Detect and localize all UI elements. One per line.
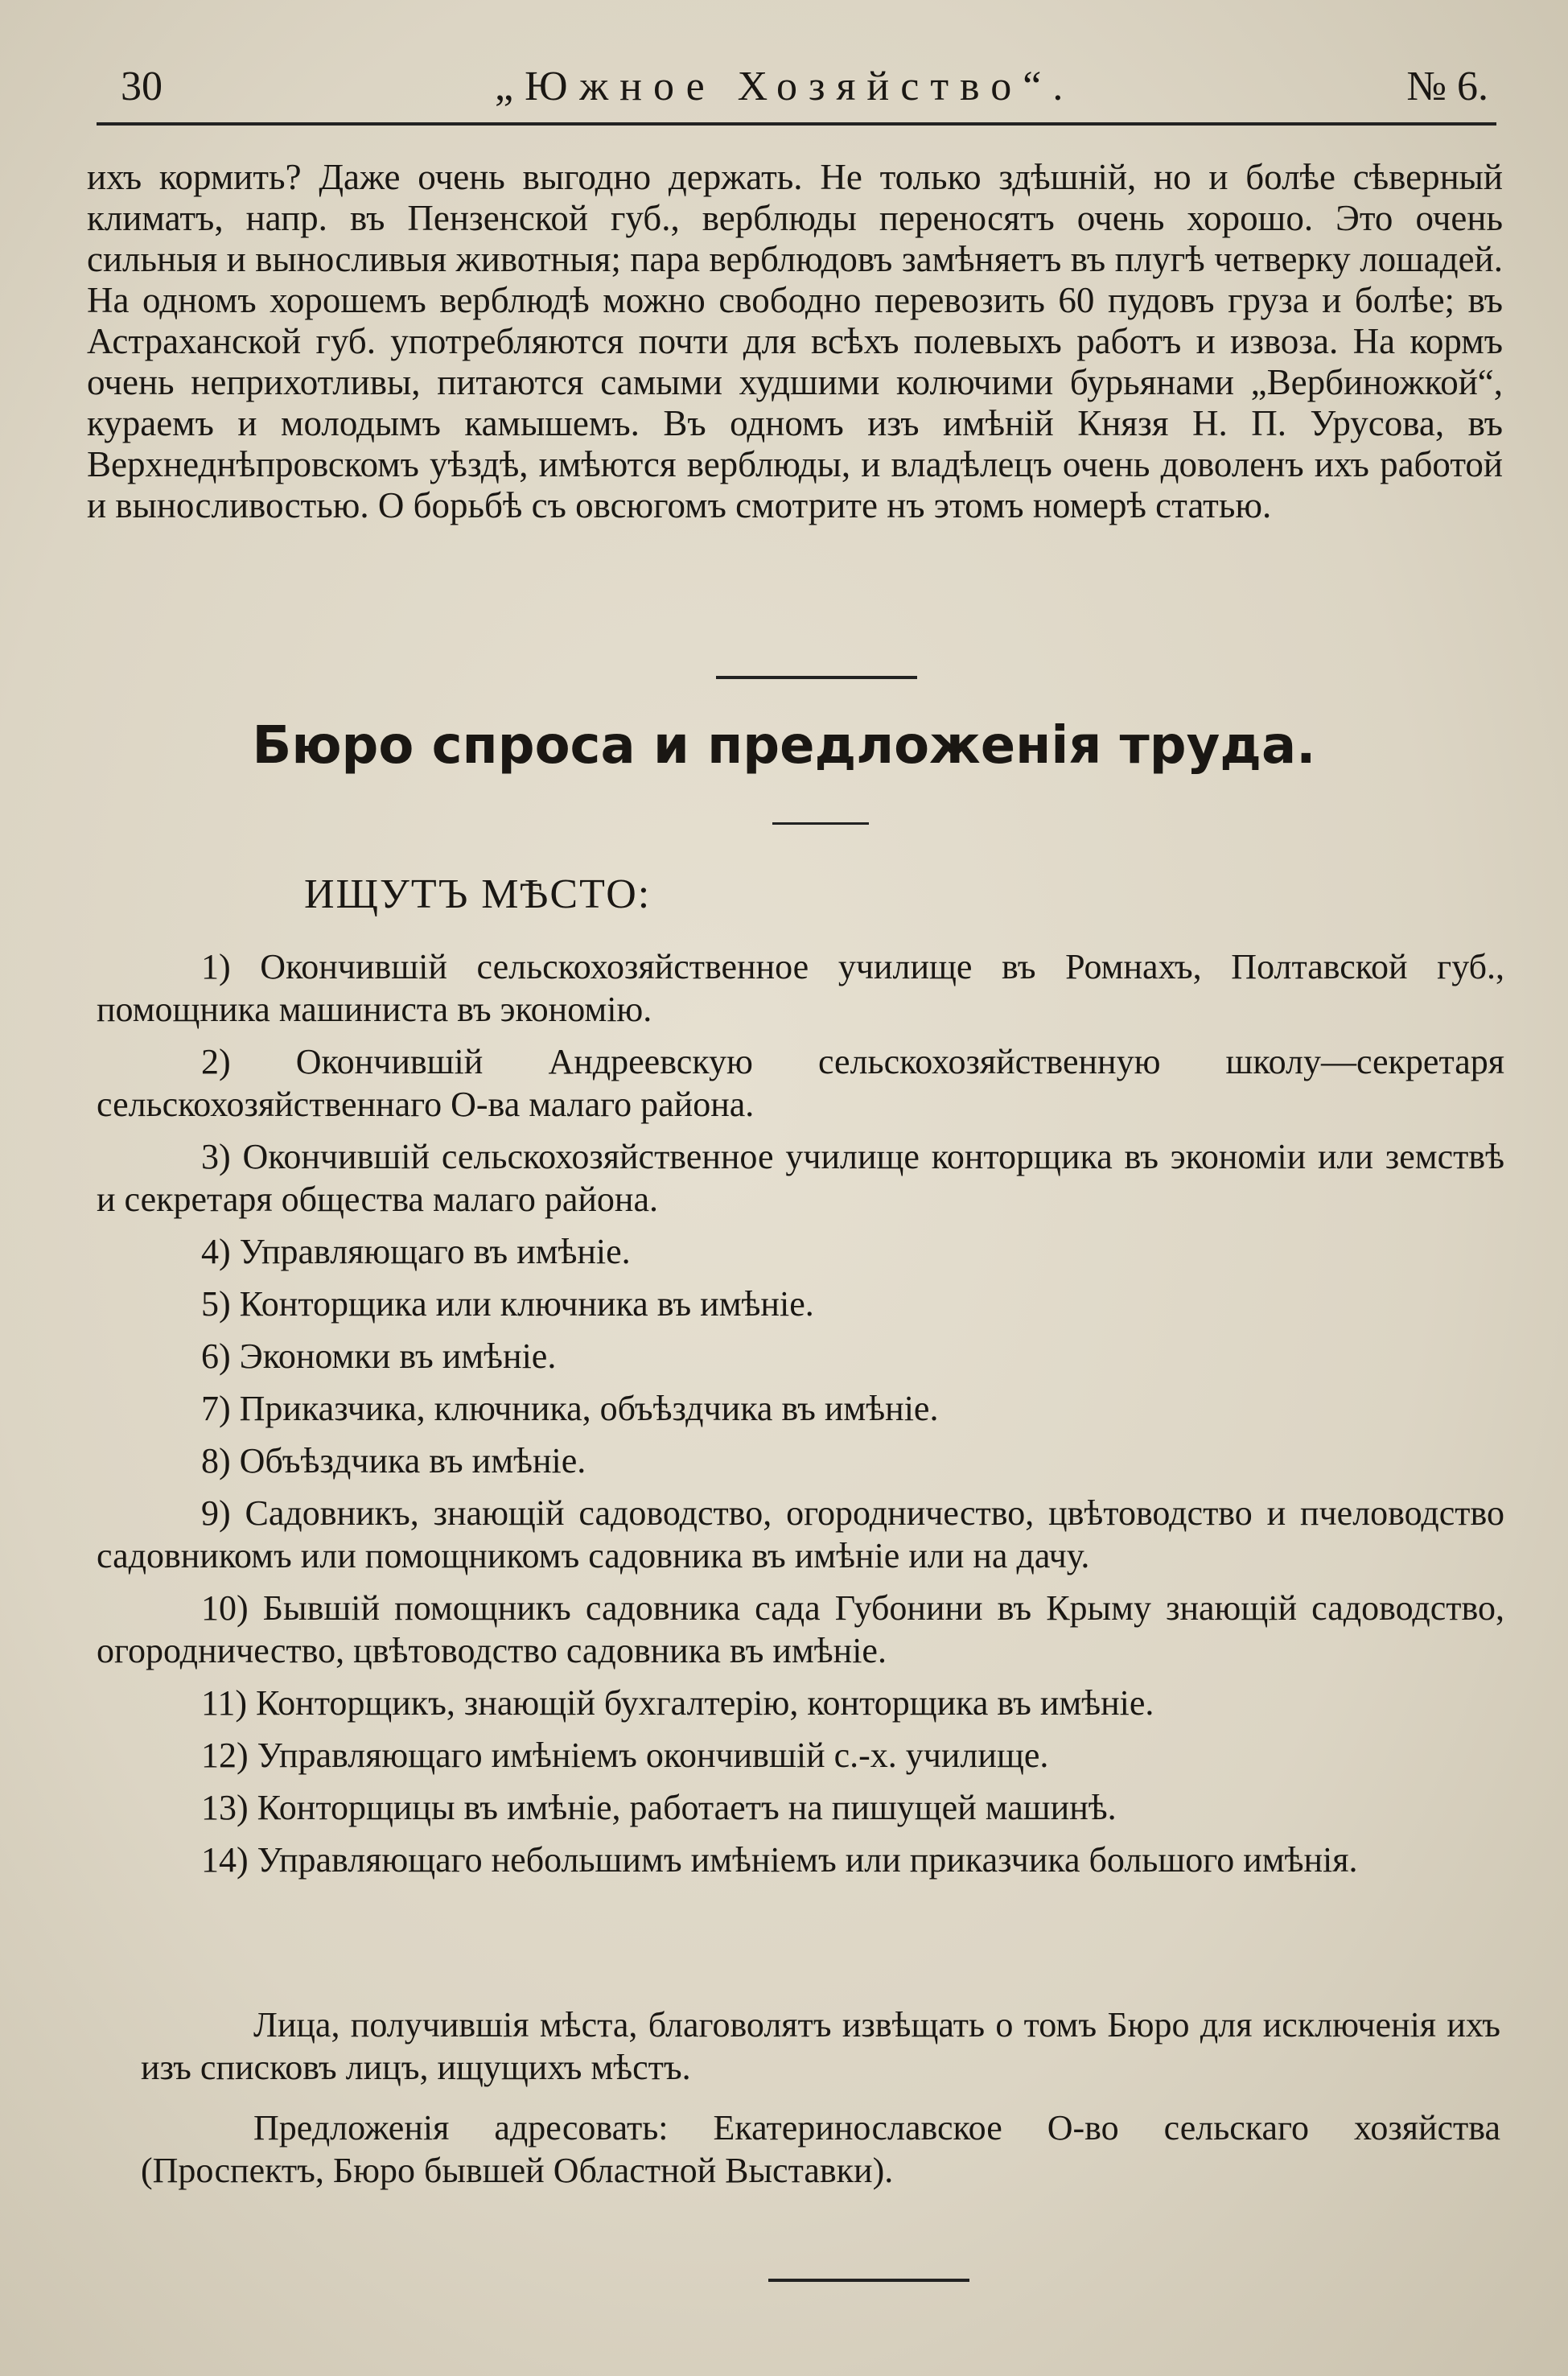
list-item: 12) Управляющаго имѣніемъ окончившій с.-х. училище. [201,1736,1049,1775]
list-item: 4) Управляющаго въ имѣніе. [201,1232,631,1271]
end-rule [768,2279,969,2282]
journal-title: „Южное Хозяйство“. [495,64,1075,109]
list-item: 8) Объѣздчика въ имѣніе. [201,1441,586,1480]
list-item: 1) Окончившій сельскохозяйственное училище въ Ромнахъ, Полтавской губ., помощника машиниста въ экономію. [97,947,1504,1029]
list-item: 7) Приказчика, ключника, объѣздчика въ имѣніе. [201,1389,939,1428]
intro-paragraph-text: ихъ кормить? Даже очень выгодно держать. Не только здѣшній, но и болѣе сѣверный климатъ, напр. въ Пензенской губ., верблюды переносятъ очень хорошо. Это очень сильныя и выносливыя животныя; пара верблюдовъ замѣняетъ въ плугѣ четверку лошадей. На одномъ хорошемъ верблюдѣ можно свободно перевозить 60 пудовъ груза и болѣе; въ Астраханской губ. употребляются почти для всѣхъ полевыхъ работъ и извоза. На кормъ очень неприхотливы, питаются самыми худшими колючими бурьянами „Вербиножкой“, кураемъ и молодымъ камышемъ. Въ одномъ изъ имѣній Князя Н. П. Урусова, въ Верхнеднѣпровскомъ уѣздѣ, имѣются верблюды, и владѣлецъ очень доволенъ ихъ работой и выносливостью. О борьбѣ съ овсюгомъ смотрите нъ этомъ номерѣ статью. [87,157,1503,525]
section-subhead: ИЩУТЪ МѢСТО: [304,871,652,917]
list-item: 2) Окончившій Андреевскую сельскохозяйственную школу—секретаря сельскохозяйственнаго О-ва малаго района. [97,1042,1504,1124]
intro-paragraph [87,157,1503,526]
list-item: 10) Бывшій помощникъ садовника сада Губонини въ Крыму знающій садоводство, огородничество, цвѣтоводство садовника въ имѣніе. [97,1588,1504,1670]
title-underline [772,822,869,825]
issue-number: № 6. [1406,64,1488,109]
header-rule [97,122,1496,126]
job-seekers-list [97,945,1504,1891]
list-item: 6) Экономки въ имѣніе. [201,1336,557,1376]
list-item: 14) Управляющаго небольшимъ имѣніемъ или приказчика большого имѣнія. [201,1840,1358,1880]
list-item: 5) Конторщика или ключника въ имѣніе. [201,1284,814,1324]
address-paragraph: Предложенія адресовать: Екатеринославское О-во сельскаго хозяйства (Проспектъ, Бюро бывшей Областной Выставки). [141,2108,1500,2190]
section-divider [716,676,917,679]
list-item: 9) Садовникъ, знающій садоводство, огородничество, цвѣтоводство и пчеловодство садовникомъ или помощникомъ садовника въ имѣніе или на дачу. [97,1493,1504,1575]
page-header [121,63,1488,119]
list-item: 13) Конторщицы въ имѣніе, работаетъ на пишущей машинѣ. [201,1788,1117,1827]
section-title: Бюро спроса и предложенія труда. [252,716,1316,776]
notice-paragraph: Лица, получившія мѣста, благоволятъ извѣщать о томъ Бюро для исключенія ихъ изъ списковъ лицъ, ищущихъ мѣстъ. [141,2005,1500,2087]
list-item: 11) Конторщикъ, знающій бухгалтерію, конторщика въ имѣніе. [201,1683,1154,1723]
closing-notes [141,2003,1500,2209]
page-number: 30 [121,64,163,109]
list-item: 3) Окончившій сельскохозяйственное училище конторщика въ экономіи или земствѣ и секретаря общества малаго района. [97,1137,1504,1219]
